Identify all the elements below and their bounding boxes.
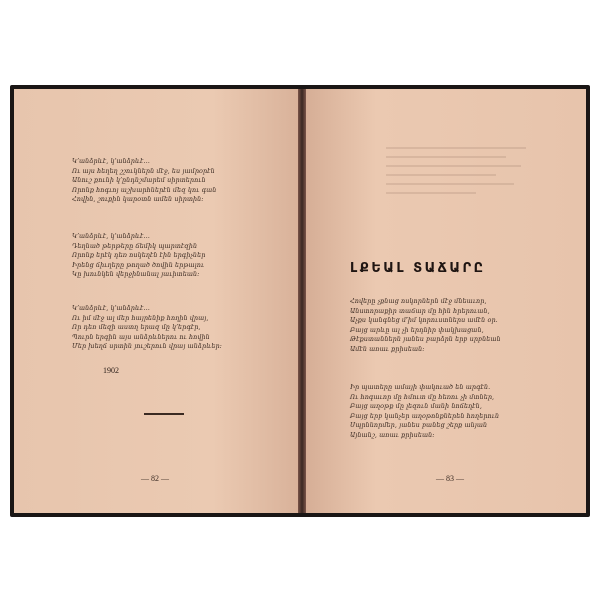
right-page — [306, 89, 586, 513]
poem-line: Կ՚անձրևէ, կ՚անձրևէ… — [72, 304, 151, 312]
poem-line: Հովերը չքնաց ոսկորներն մէջ մնեաւոր, — [350, 297, 487, 305]
poem-line: Բայց երբ կանչեր աղօթոնքներեն հողերուն — [350, 411, 500, 420]
poem-line: Կ՚անձրևէ, կ՚անձրևէ… — [72, 157, 151, 165]
section-divider — [144, 413, 184, 415]
poem-line: Անուշ քունի կ՚ընդնշմարեմ սիրտերուն — [72, 176, 206, 185]
poem-title: ԼՔԵԱԼ ՏԱՃԱՐԸ — [350, 261, 486, 276]
stanza-1 — [72, 157, 216, 205]
page-number-left: — 82 — — [141, 474, 169, 483]
poem-line: Անստորաքիր տաճար մը հին հրերուան, — [350, 306, 490, 315]
poem-line: Սպրննորմեր, յանես բանեց շերք անյան — [350, 421, 488, 430]
poem-line: Ամէն առաւ քրիսեան։ — [350, 344, 425, 353]
poem-line: Բայց աղօթք մը լեզուն մանի նոճեղէն, — [350, 402, 482, 411]
poem-line: Ու իմ մէջ ալ մեր հայրենիք հողին վրայ, — [72, 313, 209, 322]
left-page — [14, 89, 298, 513]
stanza-3 — [72, 304, 222, 352]
poem-line: Ու այս հեղեղ շշուկներն մէջ, ես յամրօրէն — [72, 166, 215, 175]
poem-line: Որոնք երէկ դեռ ոսկեղէն էին երգիչներ — [72, 251, 206, 260]
book-gutter — [298, 89, 306, 513]
poem-line: Հովին, շուքին կարօտն ամեն սիրտին։ — [72, 195, 204, 204]
poem-line: Իրենց ճիւղերը թողած ծովին երթալու — [72, 260, 205, 269]
poem-line: Դեղնած թերթերը ճեմիկ պարտէզին — [72, 241, 198, 250]
poem-year: 1902 — [103, 366, 119, 375]
stanza-2 — [72, 232, 205, 280]
stanza-4 — [350, 297, 501, 355]
bleed-through-text — [386, 147, 536, 257]
poem-line: Մեր խեղճ սրտին յուշերուն վրայ անձրևեր։ — [72, 342, 222, 351]
page-number-right: — 83 — — [436, 474, 464, 483]
poem-line: Կը խունկեն վերջինանալ յաւիտեան։ — [72, 270, 200, 279]
poem-line: Կ՚անձրևէ, կ՚անձրևէ… — [72, 232, 151, 240]
poem-line: Այնանշ, առաւ քրիսեան։ — [350, 430, 435, 439]
stanza-5 — [350, 383, 499, 441]
open-book — [10, 85, 590, 517]
poem-line: Իր պատերը ամայի փակուած են արգէն. — [350, 383, 491, 391]
poem-line: Ու հոգաւոր մը հմուտ մը հեռու չի մտներ, — [350, 392, 495, 401]
poem-line: Որոնք հոգւոյ աշխարհներէն մեզ կու գան — [72, 185, 217, 194]
poem-line: Բայց արևը ալ չի երդնիր փակխացան, — [350, 325, 484, 334]
poem-line: Որ դեռ մեզի աստղ երազ մը կ՚երգէր, — [72, 323, 201, 332]
poem-line: Աչքս կանգնեց մ՚իմ կորուստներս ամէն օր. — [350, 316, 498, 325]
poem-line: Թէքստաններն յանես բարձրն երբ սրբնեան — [350, 335, 501, 344]
poem-line: Պուրն երգին այս անձրևներու ու հովին — [72, 332, 210, 341]
